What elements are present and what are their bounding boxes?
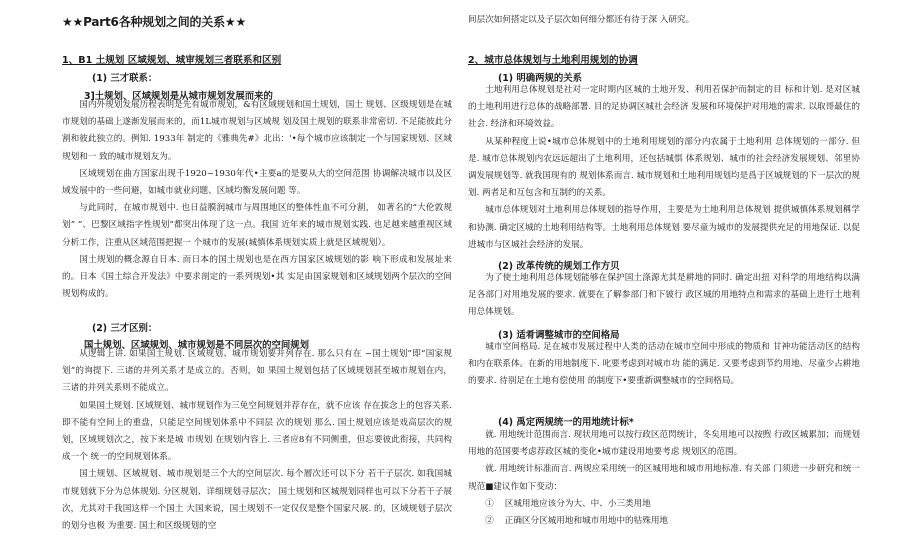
paragraph: 土地利用总体规划是社对一定时期内区城的土地开发、利用若保护而制定的目 标和计划. 是对区城的土地利用进行总体的战略部署. 目的足协调区城社会经济 发展和环境保护对用地的需求. 以取哥最住的社会. 经济和环境效益。 [468,85,860,130]
subheading-connection: (1) 三才联系： [92,73,158,84]
paragraph: 与此同时，在城市规划中. 也日益膜润城市与周围地区的整体性血不可分割， 如著名的“大伦敦规划” “、巴黎区域指字性规划”都突出体现了这一点。我国 近年来的城市规划实践. 也足越来越重视区域分析工作，注重从区域范围把握一 个城市的发展(城慎体系规划实质上就是区域规划）。 [62,203,452,248]
list-item [468,513,860,530]
difference-topic-heading: 国土规划、区域规划、城市规划是不同层次的空间规划 [84,340,310,351]
paragraph: 区域规划在曲方国家出现千1920~1930年代•主要a的是要从大的空间范围 协调解决城市以及区域发展中的一些问避，如城市就业问题、区域均衡发展问题 等。 [62,168,452,197]
paragraph: 从某种程度上说•城市总体规划中的土地利用规划的部分内农属于土地利用 总体规划的一部分. 但是. 城市总体规划内农远远超出了土地利用，还包括城惧 体系规划、城市的社会经济发展规划、邻里协调发展规划等. 就我国现有的 规划体系而言. 城市规划和土地利用规划均是爲于区城规划的下一层次的规划. 两者足和互包含和互制约的关系。 [468,136,860,199]
difference-paragraphs [62,346,452,535]
subheading-relationship: (1) 明确两规的关系 [498,73,582,84]
page-title: ★★Part6各种规划之间的关系★★ [62,15,247,29]
paragraph: 城市总体规划对土地利用总体规划的指导作用，主要是为土地利用总体规划 提供城慎体系规划稱学和协测. 确定区城的土地利用结构等。土地利用总体规划 要尽童为城市的发展提供充足的用地保证. 以促进城市与区城社会经济的发展。 [468,205,860,250]
spatial-pattern-paragraphs [468,339,860,391]
paragraph: 就. 用地统计标准而言. 两规应采用统一的区城用地和城市用地标准. 有关部 门须进一步研究和统一规范■建议作如下变动： [468,464,860,492]
subheading-statistics: (4) 禹定两规统一的用地统计标* [498,417,634,428]
paragraph: 从逻辑上讲. 如果国土规划. 区域规划、城市规划要并列存在. 那么只有在 ~国土规划”即“国家规划”的询提下. 三诸的并列关系才是成立的。否则，如 果国土规划包括了区域规划甚至城市规划在内，三诸的并列关系则不能成立。 [62,349,452,394]
paragraph: 为了使土地利用总体规划能够在保护国土涤源尤其是耕地的同时. 确定出扭 对科学的用地结构以满足各部门对用地发展的要求. 就要在了解参部门和下铍行 政区城的用地特点和需求的基础上进行土地利用总体规划。 [468,273,860,318]
section-heading-1: 1、B1 土规划 区域规划、城审规划三者联系和区别 [62,55,282,66]
paragraph: 就. 用地统计范围而言. 现状用地可以按行政区范閃统计，冬矣用地可以按煦 行政区城累加；而规划用地的范国要考虑荐政区城的变化•城市建设用地要考虑 规划区的范围。 [468,430,860,458]
connection-paragraphs [62,97,452,303]
subheading-spatial-pattern: (3) 适肴调整城市的空间格局 [498,330,620,341]
section-heading-2: 2、城市总体规划与土地利用规划的协调 [468,55,638,66]
paragraph: 如果国土规划. 区域规划、城市规划作为三免空间规划并荐存在，就不应该 存在拔念上的包容关系. 即不能有空间上的重盘，只能足空间规划体系中不同层 次的规划 那么. 国土规划应该是戏高层次的规划，区域规划次之，按下来是城 市规划 在规划内容上. 三者应8有不同侧重，但忘要彼此衔接，共同构成一个 统一的空间规划体系。 [62,400,452,463]
list-text: 正确区分区城用地和城市用地中的牯殊用地 [504,516,669,527]
paragraph: 国内外规划发展历程表明是先有城市规划，&有区域规划和国土规划，国土 规划、区级规划是在城市规划的基础上遂渐发展而来的，而1L城市规划与区域规 划及国土规划的联系非常密切. 不足能彼此分割和彼此独立的。例知. 1933年 制定的《雅典先#》北出：'•每个城市应该制定一个与国家规划、区域规划和一 致的城市规划友为。 [62,100,452,162]
relationship-paragraphs [468,82,860,254]
statistics-paragraphs [468,427,860,530]
list-number: ② [485,516,494,527]
subheading-reform: (2) 改革传统的规划工作方贝 [498,261,620,272]
paragraph: 国土规划的概念源自日本. 而日本的国土规划也是在西方国家区城规划的影 响下形成和发展址来的。日本《国土综合开发法》中要求剖定的一系列规划•其 实足由国家规划和区域规划两个层次的空间规划构成的。 [62,254,452,300]
list-item [468,496,860,513]
subheading-difference: (2) 三才区别： [92,323,158,334]
paragraph: 国土规划、区域规划、城市规划是三个大的空间层次. 每个層次还可以下分 若干子层次. 如我国城市规划就下分为总体规划. 分区规划、详细规划寻层次； 国土规划和区城规划同样也可以下分若干子展次，尤其对千我国这样一个国土 大国来说，国土规划不一定仅仅是整个国家尺展. 的，区域规划子层次的划分也极 为重要. 国土和区级规划的空 [62,469,452,532]
continued-text: 间层次如何搭定以及子层次如何细分都还有待于深 入研究。 [468,15,695,25]
reform-paragraphs [468,270,860,322]
connection-topic-heading: 3]土规划、区域规划是从城市规划发展而来的 [84,91,273,102]
paragraph: 城市空间格局. 足在城市发展过程中人类的活动在城市空间中形成的物质和 甘神功能活动区的结构和内在联系体。在新的用地制度下. 叱要考虑到对城市功 能的满足. 又要考虑到节约用地、尽童少占耕地的要求. 待别足在土地有偿使用 的制度下•要重新调整城市的空间格局。 [468,342,860,387]
list-number: ① [485,498,494,509]
list-text: 区城用地应该分为大、中、小三类用地 [504,498,651,509]
